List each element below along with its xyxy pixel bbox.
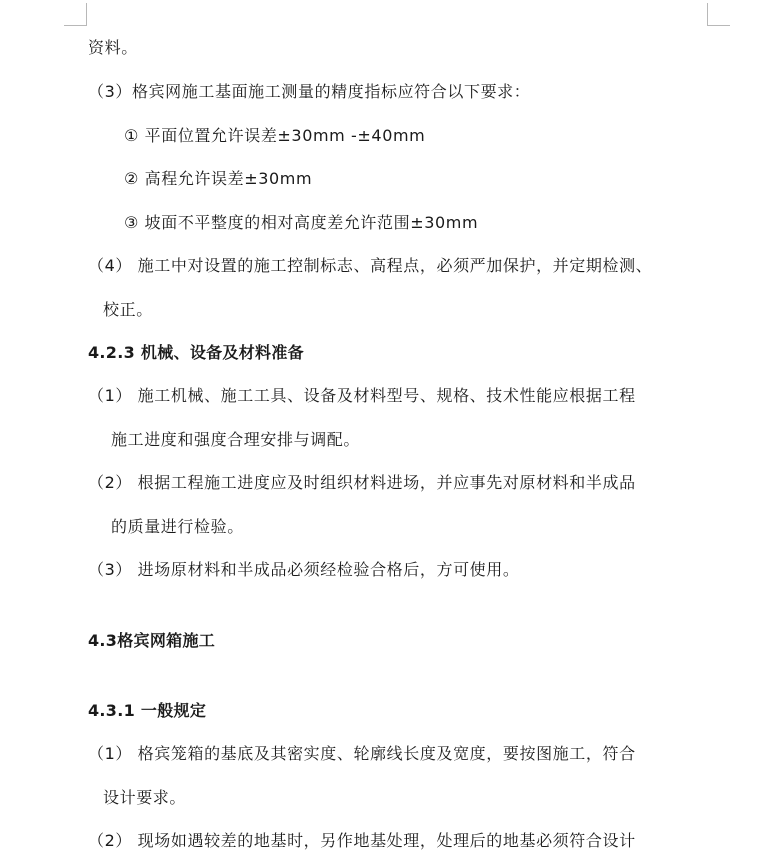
list-item: ① 平面位置允许误差±30mm -±40mm: [124, 126, 426, 145]
paragraph-line: （3） 进场原材料和半成品必须经检验合格后，方可使用。: [88, 560, 520, 579]
section-heading: 4.2.3 机械、设备及材料准备: [88, 343, 304, 362]
paragraph-line: （1） 格宾笼箱的基底及其密实度、轮廓线长度及宽度，要按图施工，符合: [88, 744, 636, 763]
paragraph-line: 资料。: [88, 38, 138, 57]
page-margin-corner-top-right: [707, 3, 730, 26]
paragraph-line: （2） 根据工程施工进度应及时组织材料进场，并应事先对原材料和半成品: [88, 473, 636, 492]
paragraph-line: 的质量进行检验。: [111, 517, 244, 536]
paragraph-line: （4） 施工中对设置的施工控制标志、高程点，必须严加保护，并定期检测、: [88, 256, 653, 275]
subsection-heading: 4.3.1 一般规定: [88, 701, 207, 720]
paragraph-line: （1） 施工机械、施工工具、设备及材料型号、规格、技术性能应根据工程: [88, 386, 636, 405]
paragraph-line: 施工进度和强度合理安排与调配。: [111, 430, 361, 449]
section-heading: 4.3格宾网箱施工: [88, 631, 216, 650]
paragraph-line: 校正。: [103, 300, 153, 319]
paragraph-line: （3）格宾网施工基面施工测量的精度指标应符合以下要求：: [88, 82, 531, 101]
page-margin-corner-top-left: [64, 3, 87, 26]
list-item: ③ 坡面不平整度的相对高度差允许范围±30mm: [124, 213, 479, 232]
paragraph-line: （2） 现场如遇较差的地基时，另作地基处理，处理后的地基必须符合设计: [88, 831, 636, 850]
list-item: ② 高程允许误差±30mm: [124, 169, 313, 188]
paragraph-line: 设计要求。: [103, 788, 187, 807]
